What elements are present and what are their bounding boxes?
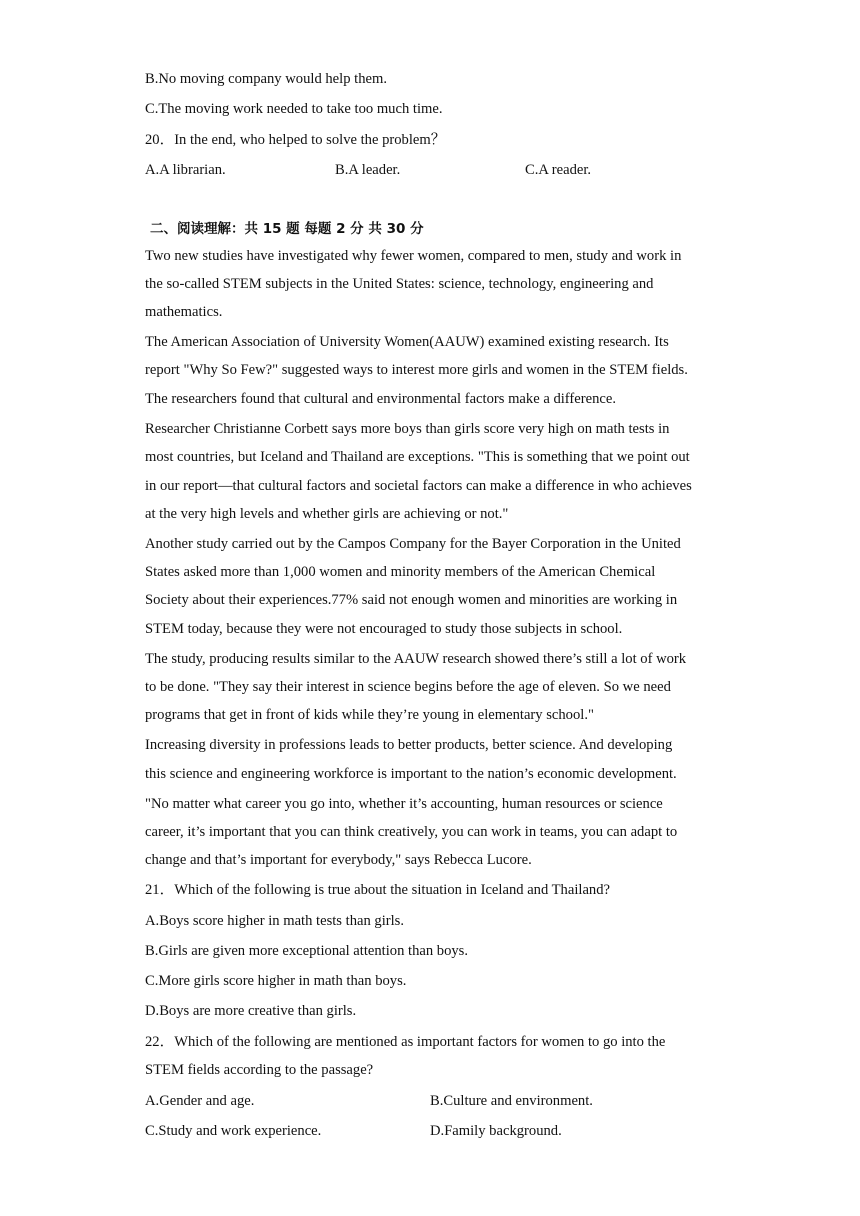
- passage-line: report "Why So Few?" suggested ways to interest more girls and women in the STEM fields.: [145, 362, 688, 378]
- question-20-stem: 20．In the end, who helped to solve the problem？: [145, 132, 446, 148]
- q22-option-c: C.Study and work experience.: [145, 1123, 322, 1139]
- question-21-stem: 21．Which of the following is true about the situation in Iceland and Thailand?: [145, 882, 610, 898]
- passage-line: The American Association of University Women(AAUW) examined existing research. Its: [145, 334, 669, 350]
- passage-line: to be done. "They say their interest in science begins before the age of eleven. So we need: [145, 679, 671, 695]
- passage-line: mathematics.: [145, 304, 223, 320]
- passage-line: career, it’s important that you can think creatively, you can work in teams, you can adapt to: [145, 824, 678, 840]
- passage-line: most countries, but Iceland and Thailand are exceptions. "This is something that we point out: [145, 449, 690, 465]
- q21-option-c: C.More girls score higher in math than boys.: [145, 973, 407, 989]
- passage-line: Another study carried out by the Campos Company for the Bayer Corporation in the United: [145, 536, 681, 552]
- passage-line: The study, producing results similar to the AAUW research showed there’s still a lot of work: [145, 651, 687, 667]
- passage-line: the so-called STEM subjects in the United States: science, technology, engineering and: [145, 276, 654, 292]
- passage-line: change and that’s important for everybody," says Rebecca Lucore.: [145, 852, 532, 868]
- q20-option-a: A.A librarian.: [145, 162, 226, 178]
- passage-line: Two new studies have investigated why fewer women, compared to men, study and work in: [145, 248, 682, 264]
- option-b-prev: B.No moving company would help them.: [145, 71, 387, 87]
- passage-line: States asked more than 1,000 women and minority members of the American Chemical: [145, 564, 656, 580]
- option-c-prev: C.The moving work needed to take too much time.: [145, 101, 443, 117]
- passage-line: Society about their experiences.77% said not enough women and minorities are working in: [145, 592, 678, 608]
- question-22-stem-cont: STEM fields according to the passage?: [145, 1062, 374, 1078]
- q21-option-b: B.Girls are given more exceptional attention than boys.: [145, 943, 469, 959]
- passage-line: STEM today, because they were not encouraged to study those subjects in school.: [145, 621, 623, 637]
- passage-line: this science and engineering workforce is important to the nation’s economic development.: [145, 766, 677, 782]
- passage-line: at the very high levels and whether girls are achieving or not.": [145, 506, 509, 522]
- q20-option-b: B.A leader.: [335, 162, 401, 178]
- passage-line: in our report—that cultural factors and societal factors can make a difference in who achieves: [145, 478, 692, 494]
- passage-line: "No matter what career you go into, whether it’s accounting, human resources or science: [145, 796, 663, 812]
- q22-option-a: A.Gender and age.: [145, 1093, 255, 1109]
- passage-line: programs that get in front of kids while they’re young in elementary school.": [145, 707, 594, 723]
- passage-line: Researcher Christianne Corbett says more boys than girls score very high on math tests in: [145, 421, 670, 437]
- question-22-stem: 22．Which of the following are mentioned as important factors for women to go into the: [145, 1034, 666, 1050]
- q22-option-b: B.Culture and environment.: [430, 1093, 593, 1109]
- q21-option-d: D.Boys are more creative than girls.: [145, 1003, 357, 1019]
- q21-option-a: A.Boys score higher in math tests than girls.: [145, 913, 405, 929]
- q22-option-d: D.Family background.: [430, 1123, 562, 1139]
- section-heading: 二、阅读理解：共 15 题 每题 2 分 共 30 分: [150, 221, 424, 237]
- passage-line: The researchers found that cultural and environmental factors make a difference.: [145, 391, 616, 407]
- passage-line: Increasing diversity in professions leads to better products, better science. And developing: [145, 737, 673, 753]
- q20-option-c: C.A reader.: [525, 162, 592, 178]
